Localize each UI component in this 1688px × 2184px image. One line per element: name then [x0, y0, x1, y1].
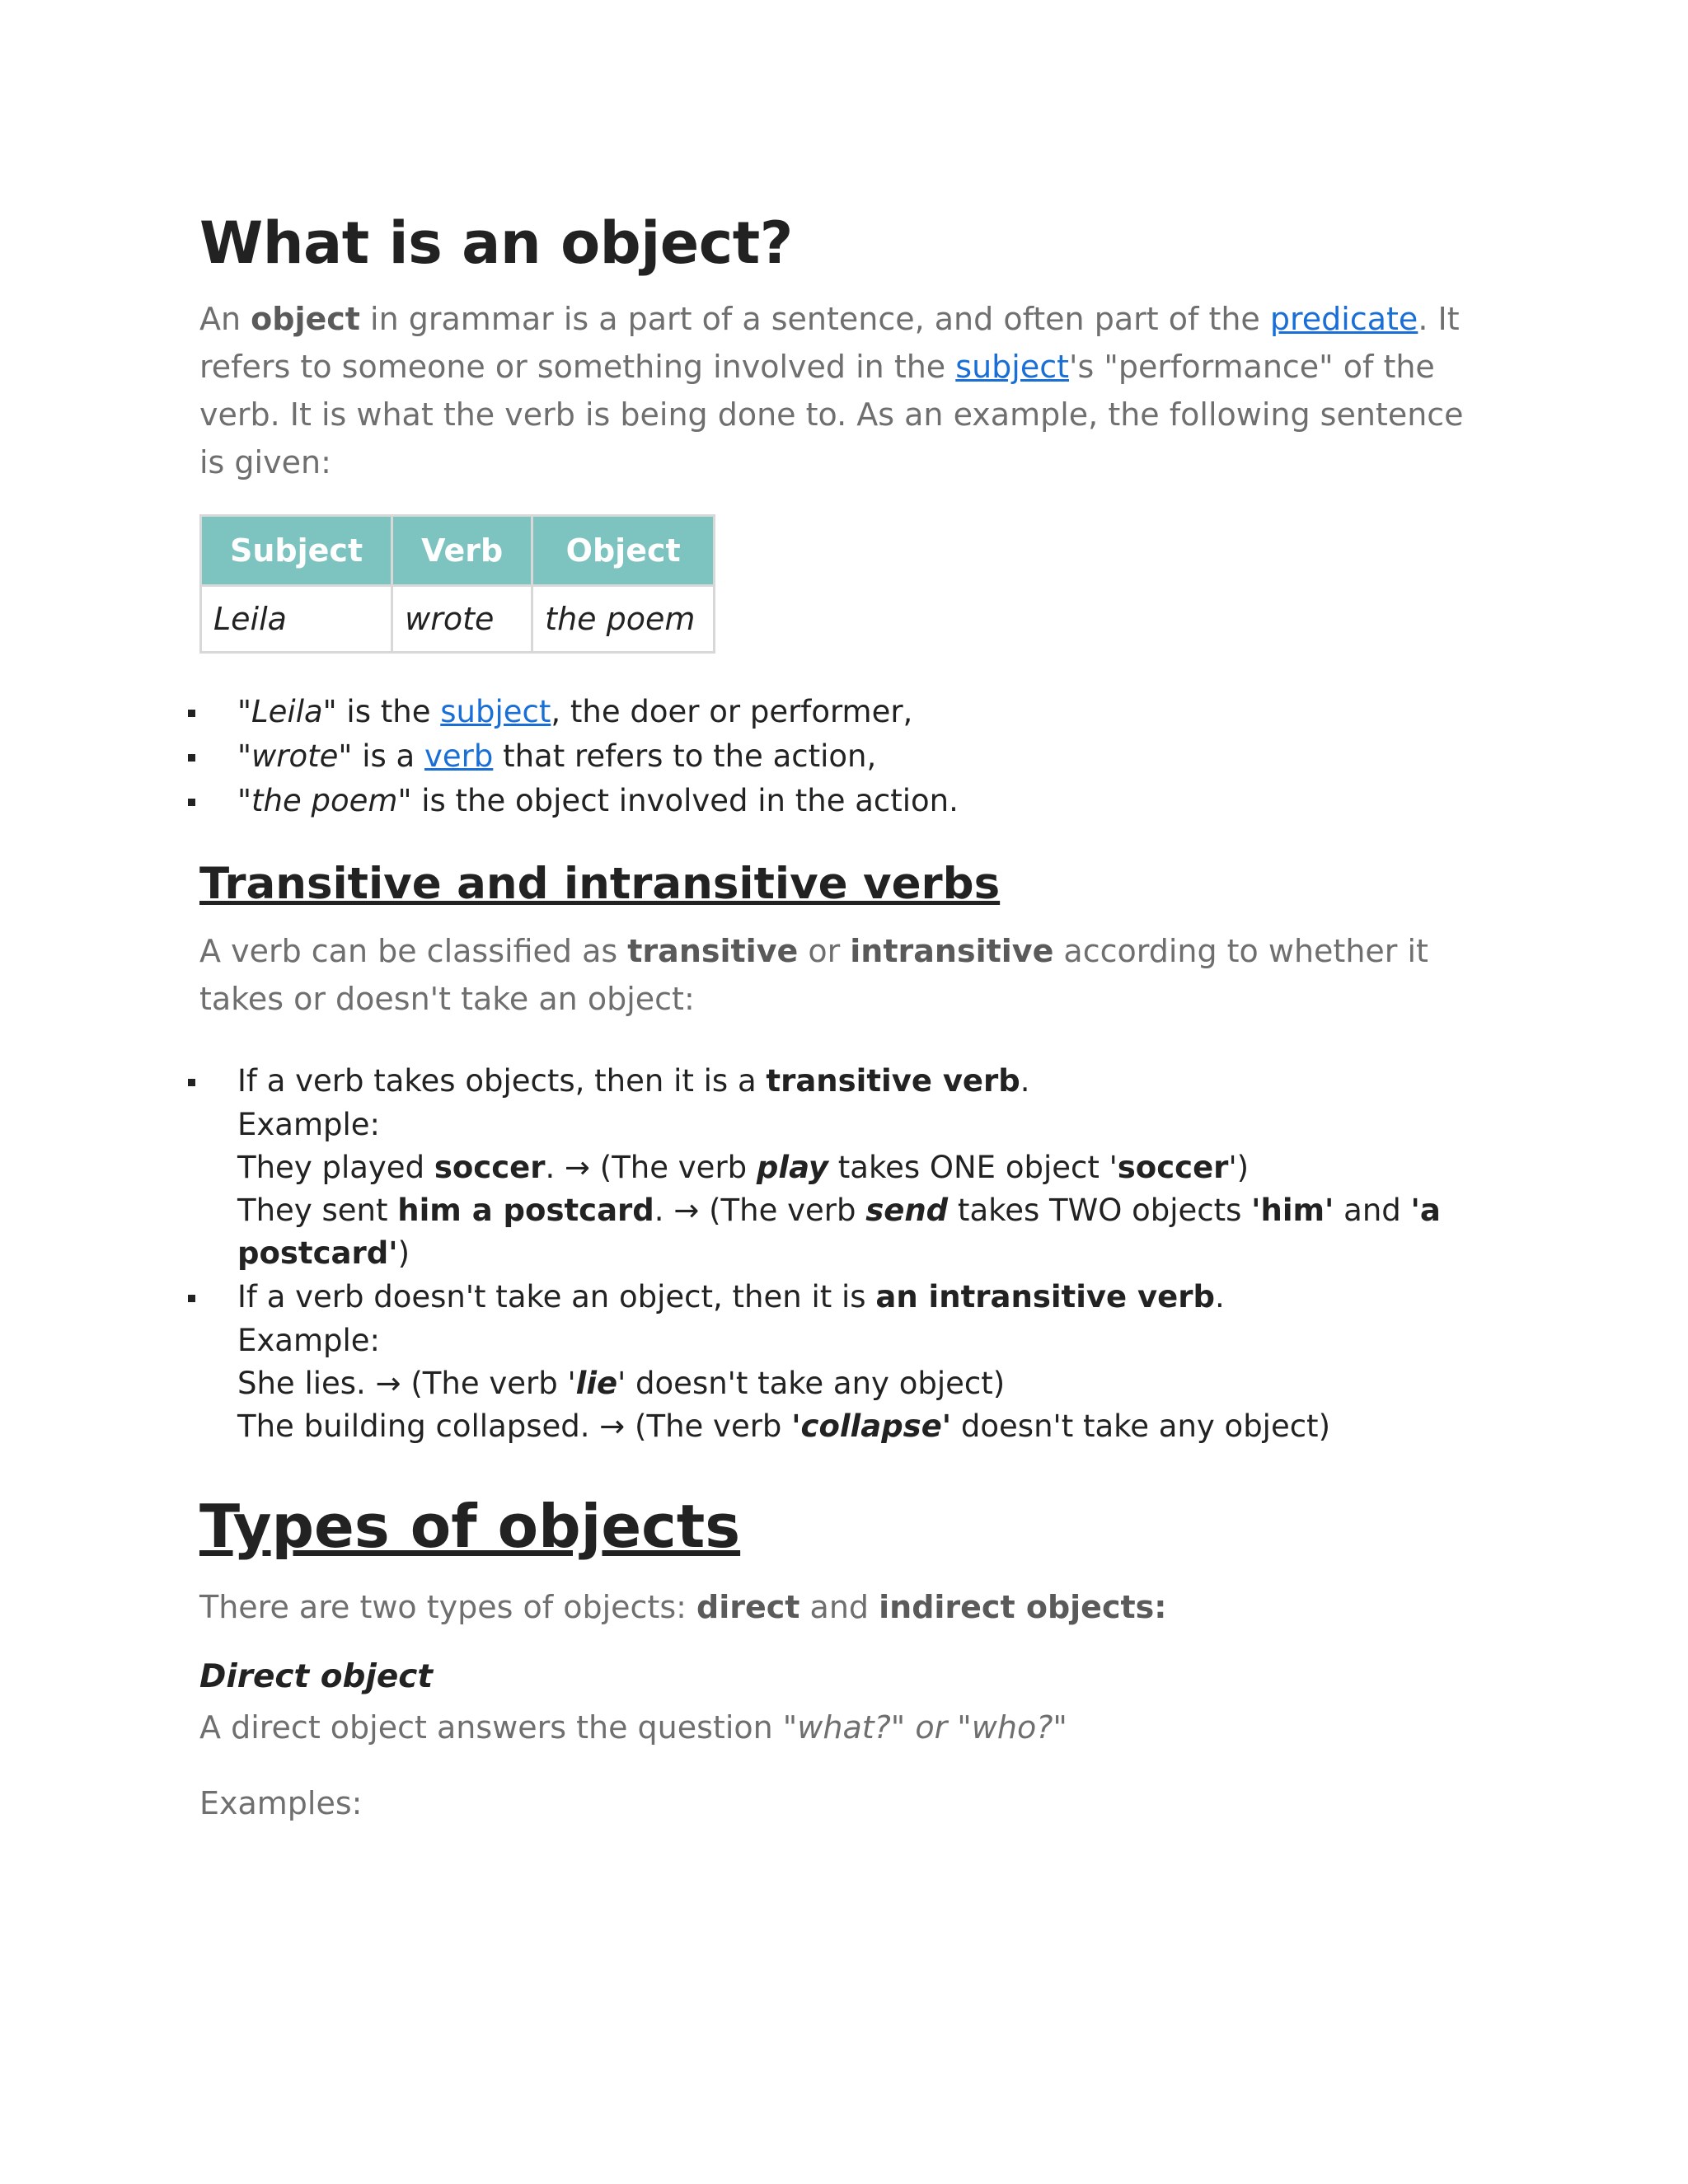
para-text: There are two types of objects:	[199, 1589, 697, 1625]
table-row	[201, 586, 715, 653]
para-text: A verb can be classified as	[199, 933, 628, 969]
transitive-heading: Transitive and intransitive verbs	[199, 859, 1001, 909]
bullet-word: wrote	[251, 738, 339, 774]
types-paragraph	[199, 1583, 1485, 1631]
direct-object-heading: Direct object	[199, 1658, 434, 1695]
intro-text: . It refers to someone or something involved in the	[199, 301, 1460, 385]
example-object: soccer	[434, 1150, 546, 1185]
bullet-text: " is the	[322, 694, 441, 729]
example-text: . → (The verb	[654, 1193, 866, 1228]
bullet-text: , the doer or performer,	[551, 694, 913, 729]
subject-link[interactable]: subject	[440, 694, 551, 729]
list-item	[199, 779, 1485, 823]
example-text: takes ONE object '	[828, 1150, 1118, 1185]
bullet-text: " is a	[338, 738, 424, 774]
example-text: She lies. → (The verb '	[237, 1366, 576, 1401]
intro-paragraph	[199, 295, 1485, 486]
direct-object-paragraph	[199, 1704, 1485, 1751]
para-text: or	[798, 933, 851, 969]
para-text: A direct object answers the question	[199, 1709, 783, 1746]
example-line	[237, 1362, 1485, 1405]
table-header-object: Object	[532, 516, 715, 586]
table-cell-subject: Leila	[201, 586, 392, 653]
example-object: him a postcard	[397, 1193, 654, 1228]
bullet-word: the poem	[251, 783, 398, 818]
intransitive-verb-term: an intransitive verb	[875, 1279, 1215, 1315]
example-line	[237, 1146, 1485, 1189]
table-header-subject: Subject	[201, 516, 392, 586]
transitive-paragraph	[199, 927, 1485, 1023]
example-verb: play	[756, 1150, 829, 1185]
document-content	[199, 191, 1485, 1827]
example-bullet-list	[199, 690, 1485, 823]
example-object: 'a postcard'	[237, 1193, 1441, 1271]
list-item	[199, 1059, 1485, 1275]
example-text: takes TWO objects	[948, 1193, 1252, 1228]
predicate-link[interactable]: predicate	[1269, 301, 1418, 337]
quote-mark: "	[237, 783, 252, 818]
intro-text: in grammar is a part of a sentence, and often part of the	[359, 301, 1270, 337]
question-text: "what?" or "who?"	[782, 1709, 1067, 1746]
example-text: doesn't take any object)	[951, 1408, 1331, 1444]
table-cell-verb: wrote	[392, 586, 532, 653]
example-text: and	[1334, 1193, 1411, 1228]
list-item	[199, 1275, 1485, 1448]
example-label: Example:	[237, 1323, 380, 1358]
verb-link[interactable]: verb	[424, 738, 494, 774]
svo-table	[199, 514, 715, 654]
bullet-text: .	[1214, 1279, 1225, 1315]
object-term: object	[251, 301, 360, 337]
intro-text: An	[199, 301, 251, 337]
list-item	[199, 690, 1485, 734]
example-text: )	[397, 1235, 410, 1271]
example-text: They played	[237, 1150, 434, 1185]
bullet-text: .	[1020, 1063, 1030, 1099]
table-cell-object: the poem	[532, 586, 715, 653]
example-line	[237, 1189, 1485, 1275]
table-header-verb: Verb	[392, 516, 532, 586]
example-verb: send	[865, 1193, 949, 1228]
quote-mark: "	[237, 694, 252, 729]
direct-term: direct	[696, 1589, 800, 1625]
examples-label: Examples:	[199, 1785, 363, 1821]
bullet-text: " is the object involved in the action.	[397, 783, 959, 818]
example-verb: lie	[575, 1366, 618, 1401]
example-text: ' doesn't take any object)	[617, 1366, 1006, 1401]
transitive-verb-term: transitive verb	[766, 1063, 1020, 1099]
bullet-word: Leila	[251, 694, 323, 729]
list-item	[199, 734, 1485, 779]
page-title: What is an object?	[199, 209, 793, 277]
bullet-text: that refers to the action,	[493, 738, 877, 774]
types-heading: Types of objects	[199, 1492, 741, 1561]
table-header-row	[201, 516, 715, 586]
example-text: . → (The verb	[545, 1150, 757, 1185]
example-object: soccer	[1117, 1150, 1229, 1185]
quote-mark: "	[237, 738, 252, 774]
example-text: The building collapsed. → (The verb	[237, 1408, 792, 1444]
para-text: and	[799, 1589, 879, 1625]
example-text: ')	[1228, 1150, 1250, 1185]
example-text: They sent	[237, 1193, 398, 1228]
example-object: 'him'	[1251, 1193, 1334, 1228]
subject-link[interactable]: subject	[955, 349, 1070, 385]
para-text: according to whether it takes or doesn't take an object:	[199, 933, 1428, 1017]
transitive-term: transitive	[627, 933, 799, 969]
example-verb: 'collapse'	[791, 1408, 952, 1444]
bullet-text: If a verb takes objects, then it is a	[237, 1063, 767, 1099]
example-label: Example:	[237, 1107, 380, 1142]
intransitive-term: intransitive	[850, 933, 1054, 969]
intro-text: 's "performance" of the verb. It is what the verb is being done to. As an example, the following sentence is given:	[199, 349, 1464, 480]
indirect-term: indirect objects:	[879, 1589, 1167, 1625]
example-line	[237, 1405, 1485, 1448]
transitive-bullet-list	[199, 1059, 1485, 1448]
bullet-text: If a verb doesn't take an object, then it is	[237, 1279, 876, 1315]
